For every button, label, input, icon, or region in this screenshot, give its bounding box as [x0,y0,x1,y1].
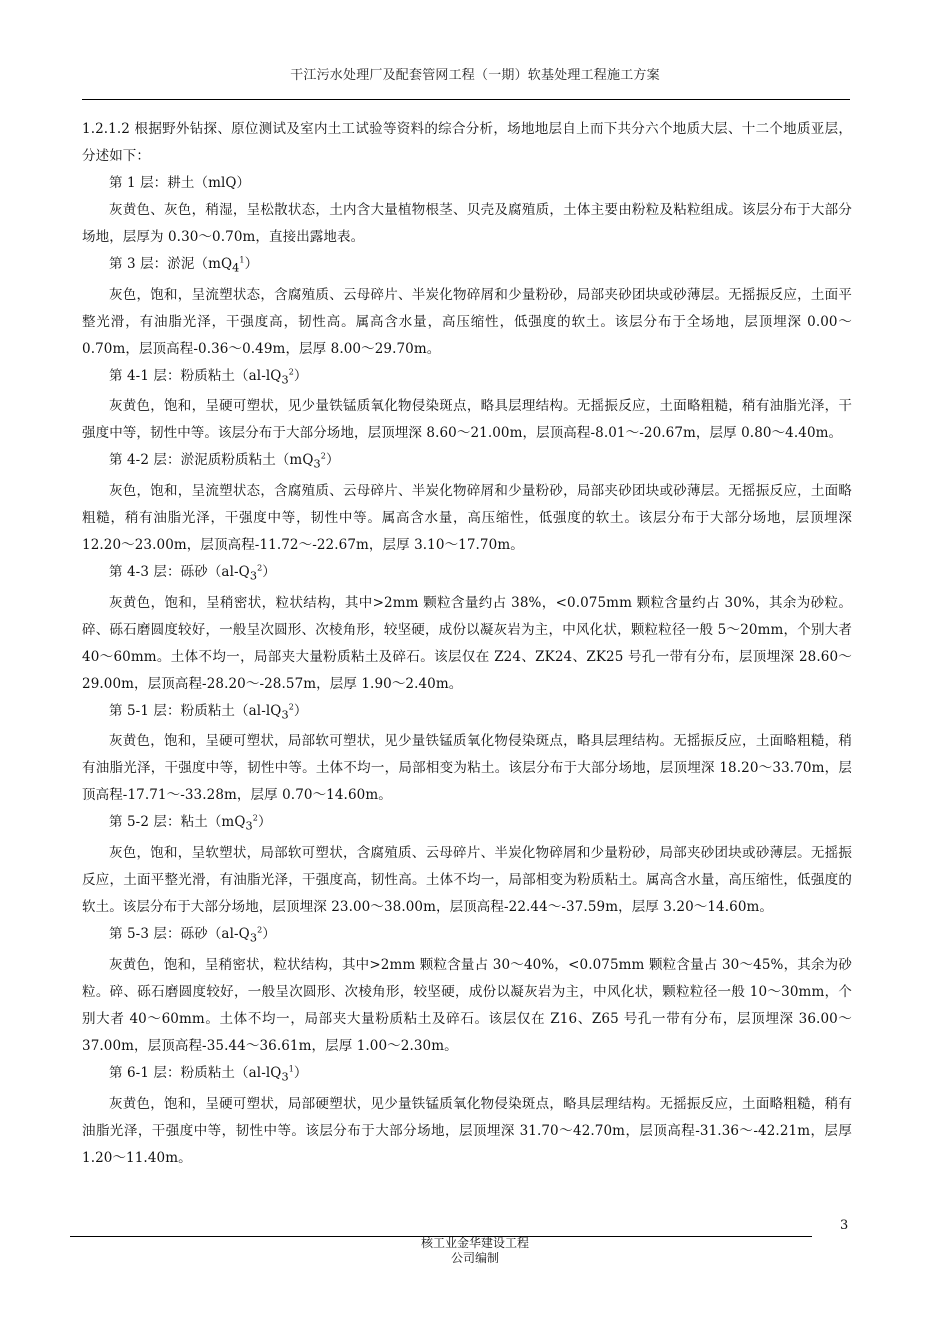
epoch-superscript: 1 [239,255,245,265]
intro-paragraph: 1.2.1.2 根据野外钻探、原位测试及室内土工试验等资料的综合分析，场地地层自上而下共分六个地质大层、十二个地质亚层，分述如下： [82,121,852,164]
layer-heading-close: ） [257,814,272,831]
page-footer [0,1236,950,1266]
epoch-subscript: 3 [281,373,289,387]
layer-4-2-heading [82,447,852,478]
layer-heading-text: 第 5-2 层：粘土（mQ [109,814,246,831]
layer-4-1-heading [82,363,852,394]
layer-4-1-description: 灰黄色，饱和，呈硬可塑状，见少量铁锰质氧化物侵染斑点，略具层理结构。无摇振反应，土面略粗糙，稍有油脂光泽，干强度中等，韧性中等。该层分布于大部分场地，层顶埋深 8.60～21.00m，层顶高程-8.01～-20.67m，层厚 0.80～4.40m。 [82,398,852,442]
epoch-superscript: 2 [320,451,326,461]
footer-company-line-2: 公司编制 [450,1251,499,1265]
layer-4-3-heading [82,559,852,590]
epoch-subscript: 3 [281,1070,289,1084]
layer-heading-text: 第 5-1 层：粉质粘土（al-lQ [109,702,282,719]
layer-5-1-heading [82,698,852,729]
layer-5-3-heading [82,921,852,952]
layer-heading-close: ） [244,256,259,272]
layer-5-2-description: 灰色，饱和，呈软塑状，局部软可塑状，含腐殖质、云母碎片、半炭化物碎屑和少量粉砂，局部夹砂团块或砂薄层。无摇振反应，土面平整光滑，有油脂光泽，干强度高，韧性高。土体不均一，局部相变为粉质粘土。属高含水量，高压缩性，低强度的软土。该层分布于大部分场地，层顶埋深 23.00～38.00m，层顶高程-22.44～-37.59m，层厚 3.20～14.60m。 [82,845,852,916]
epoch-superscript: 1 [288,1064,294,1074]
layer-heading-close: ） [262,564,276,581]
epoch-superscript: 2 [252,813,258,823]
layer-heading-text: 第 5-3 层：砾砂（al-Q [109,926,250,943]
layer-3-description: 灰色，饱和，呈流塑状态，含腐殖质、云母碎片、半炭化物碎屑和少量粉砂，局部夹砂团块或砂薄层。无摇振反应，土面平整光滑，有油脂光泽，干强度高，韧性高。属高含水量，高压缩性，低强度的软土。该层分布于全场地，层顶埋深 0.00～0.70m，层顶高程-0.36～0.49m，层厚 8.00～29.70m。 [82,286,852,357]
epoch-superscript: 2 [288,702,294,712]
layer-3-heading [82,251,852,282]
epoch-subscript: 4 [232,261,240,275]
epoch-subscript: 3 [313,458,321,472]
layer-heading-close: ） [262,926,276,943]
epoch-superscript: 2 [288,367,294,377]
epoch-subscript: 3 [245,820,253,834]
layer-heading-text: 第 4-3 层：砾砂（al-Q [109,564,250,581]
layer-6-1-heading [82,1060,852,1091]
layer-heading-text: 第 6-1 层：粉质粘土（al-lQ [109,1064,282,1081]
layer-6-1-description: 灰黄色，饱和，呈硬可塑状，局部硬塑状，见少量铁锰质氧化物侵染斑点，略具层理结构。无摇振反应，土面略粗糙，稍有油脂光泽，干强度中等，韧性中等。该层分布于大部分场地，层顶埋深 31.70～42.70m，层顶高程-31.36～-42.21m，层厚 1.20～11.40m。 [82,1095,852,1166]
epoch-superscript: 2 [257,563,263,573]
layer-4-2-description: 灰色，饱和，呈流塑状态，含腐殖质、云母碎片、半炭化物碎屑和少量粉砂，局部夹砂团块或砂薄层。无摇振反应，土面略粗糙，稍有油脂光泽，干强度中等，韧性中等。属高含水量，高压缩性，低强度的软土。该层分布于大部分场地，层顶埋深 12.20～23.00m，层顶高程-11.72～-22.67m，层厚 3.10～17.70m。 [82,483,852,554]
layer-heading-text: 第 4-2 层：淤泥质粉质粘土（mQ [109,452,314,469]
epoch-superscript: 2 [257,925,263,935]
header-divider [82,99,850,100]
footer-company-line-1: 核工业金华建设工程 [420,1236,529,1250]
page-header-title: 干江污水处理厂及配套管网工程（一期）软基处理工程施工方案 [290,68,660,83]
layer-5-2-heading [82,809,852,840]
page-number: 3 [840,1218,849,1233]
layer-heading-close: ） [293,367,308,384]
layer-5-1-description: 灰黄色，饱和，呈硬可塑状，局部软可塑状，见少量铁锰质氧化物侵染斑点，略具层理结构。无摇振反应，土面略粗糙，稍有油脂光泽，干强度中等，韧性中等。土体不均一，局部相变为粘土。该层分布于大部分场地，层顶埋深 18.20～33.70m，层顶高程-17.71～-33.28m，层厚 0.70～14.60m。 [82,733,852,804]
layer-heading-text: 第 3 层：淤泥（mQ [109,256,233,272]
layer-heading-close: ） [293,1064,308,1081]
document-body [82,116,852,1172]
layer-heading-text: 第 4-1 层：粉质粘土（al-lQ [109,367,282,384]
epoch-subscript: 3 [249,569,258,583]
epoch-subscript: 3 [281,708,289,722]
layer-heading-close: ） [293,702,308,719]
layer-heading-close: ） [325,452,340,469]
epoch-subscript: 3 [249,931,258,945]
layer-1-description: 灰黄色、灰色，稍湿，呈松散状态，土内含大量植物根茎、贝壳及腐殖质，土体主要由粉粒及粘粒组成。该层分布于大部分场地，层厚为 0.30～0.70m，直接出露地表。 [82,202,852,245]
layer-5-3-description: 灰黄色，饱和，呈稍密状，粒状结构，其中>2mm 颗粒含量占 30～40%，<0.075mm 颗粒含量占 30～45%，其余为砂粒。碎、砾石磨圆度较好，一般呈次圆形、次棱角形，较坚硬，成份以凝灰岩为主，中风化状，颗粒粒径一般 10～30mm，个别大者 40～60mm。土体不均一，局部夹大量粉质粘土及碎石。该层仅在 Z16、Z65 号孔一带有分布，层顶埋深 36.00～37.00m，层顶高程-35.44～36.61m，层厚 1.00～2.30m。 [82,956,852,1054]
layer-1-heading: 第 1 层：耕土（mlQ） [109,175,251,191]
layer-4-3-description: 灰黄色，饱和，呈稍密状，粒状结构，其中>2mm 颗粒含量约占 38%，<0.075mm 颗粒含量约占 30%，其余为砂粒。碎、砾石磨圆度较好，一般呈次圆形、次棱角形，较坚硬，成份以凝灰岩为主，中风化状，颗粒粒径一般 5～20mm，个别大者 40～60mm。土体不均一，局部夹大量粉质粘土及碎石。该层仅在 Z24、ZK24、ZK25 号孔一带有分布，层顶埋深 28.60～29.00m，层顶高程-28.20～-28.57m，层厚 1.90～2.40m。 [82,594,852,692]
